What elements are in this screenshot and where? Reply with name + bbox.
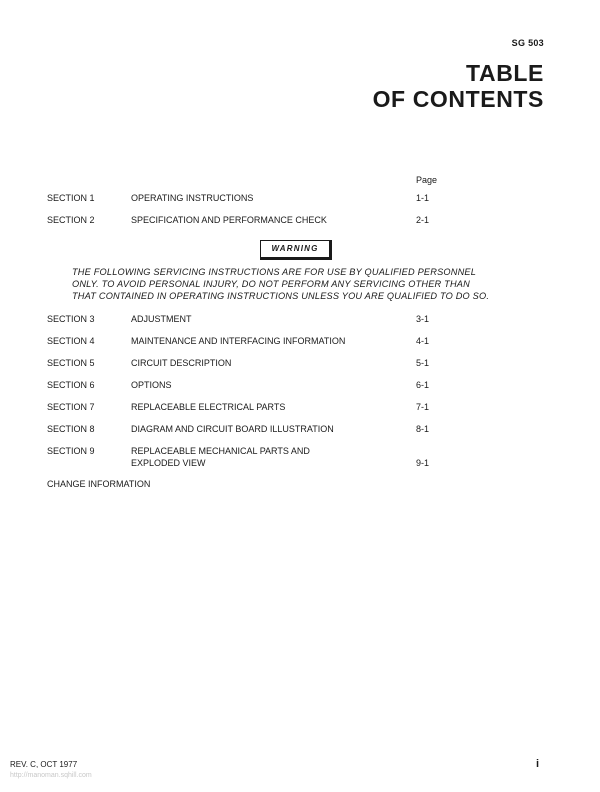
toc-page-ref: 6-1 xyxy=(416,380,430,390)
revision-note: REV. C, OCT 1977 xyxy=(10,760,78,769)
toc-section-label: SECTION 2 xyxy=(47,215,95,225)
toc-section-label: SECTION 9 xyxy=(47,446,95,456)
toc-section-title: SPECIFICATION AND PERFORMANCE CHECK xyxy=(131,215,327,225)
warning-text xyxy=(72,266,552,302)
toc-section-label: SECTION 4 xyxy=(47,336,95,346)
warning-label-box: WARNING xyxy=(260,240,332,260)
warning-line: THAT CONTAINED IN OPERATING INSTRUCTIONS UNLESS YOU ARE QUALIFIED TO DO SO. xyxy=(72,291,490,301)
toc-section-title: OPTIONS xyxy=(131,380,172,390)
page-column-heading: Page xyxy=(416,175,438,185)
toc-page-ref: 1-1 xyxy=(416,193,430,203)
toc-section-label: SECTION 6 xyxy=(47,380,95,390)
change-information-entry[interactable]: CHANGE INFORMATION xyxy=(47,479,151,489)
toc-section-title: REPLACEABLE ELECTRICAL PARTS xyxy=(131,402,286,412)
warning-line: ONLY. TO AVOID PERSONAL INJURY, DO NOT PERFORM ANY SERVICING OTHER THAN xyxy=(72,279,470,289)
toc-section-title: ADJUSTMENT xyxy=(131,314,192,324)
page-title xyxy=(373,60,544,112)
toc-page-ref: 5-1 xyxy=(416,358,430,368)
toc-section-title-line2: EXPLODED VIEW xyxy=(131,458,206,468)
warning-line: THE FOLLOWING SERVICING INSTRUCTIONS ARE FOR USE BY QUALIFIED PERSONNEL xyxy=(72,267,477,277)
page-title-line2: OF CONTENTS xyxy=(372,86,544,112)
page-title-line1: TABLE xyxy=(466,60,544,86)
toc-section-title: OPERATING INSTRUCTIONS xyxy=(131,193,254,203)
toc-page-ref: 8-1 xyxy=(416,424,430,434)
toc-section-label: SECTION 5 xyxy=(47,358,95,368)
toc-section-label: SECTION 3 xyxy=(47,314,95,324)
toc-section-title: DIAGRAM AND CIRCUIT BOARD ILLUSTRATION xyxy=(131,424,334,434)
toc-page-ref: 7-1 xyxy=(416,402,430,412)
toc-section-label: SECTION 7 xyxy=(47,402,95,412)
toc-page-ref: 9-1 xyxy=(416,458,430,468)
toc-section-label: SECTION 1 xyxy=(47,193,95,203)
toc-page-ref: 4-1 xyxy=(416,336,430,346)
document-code: SG 503 xyxy=(511,38,544,48)
toc-section-title: CIRCUIT DESCRIPTION xyxy=(131,358,232,368)
toc-section-title: MAINTENANCE AND INTERFACING INFORMATION xyxy=(131,336,346,346)
page-number: i xyxy=(536,758,540,770)
toc-page-ref: 2-1 xyxy=(416,215,430,225)
toc-section-title-line1: REPLACEABLE MECHANICAL PARTS AND xyxy=(131,446,310,456)
source-watermark: http://manoman.sqhill.com xyxy=(10,772,92,779)
toc-page-ref: 3-1 xyxy=(416,314,430,324)
toc-section-label: SECTION 8 xyxy=(47,424,95,434)
